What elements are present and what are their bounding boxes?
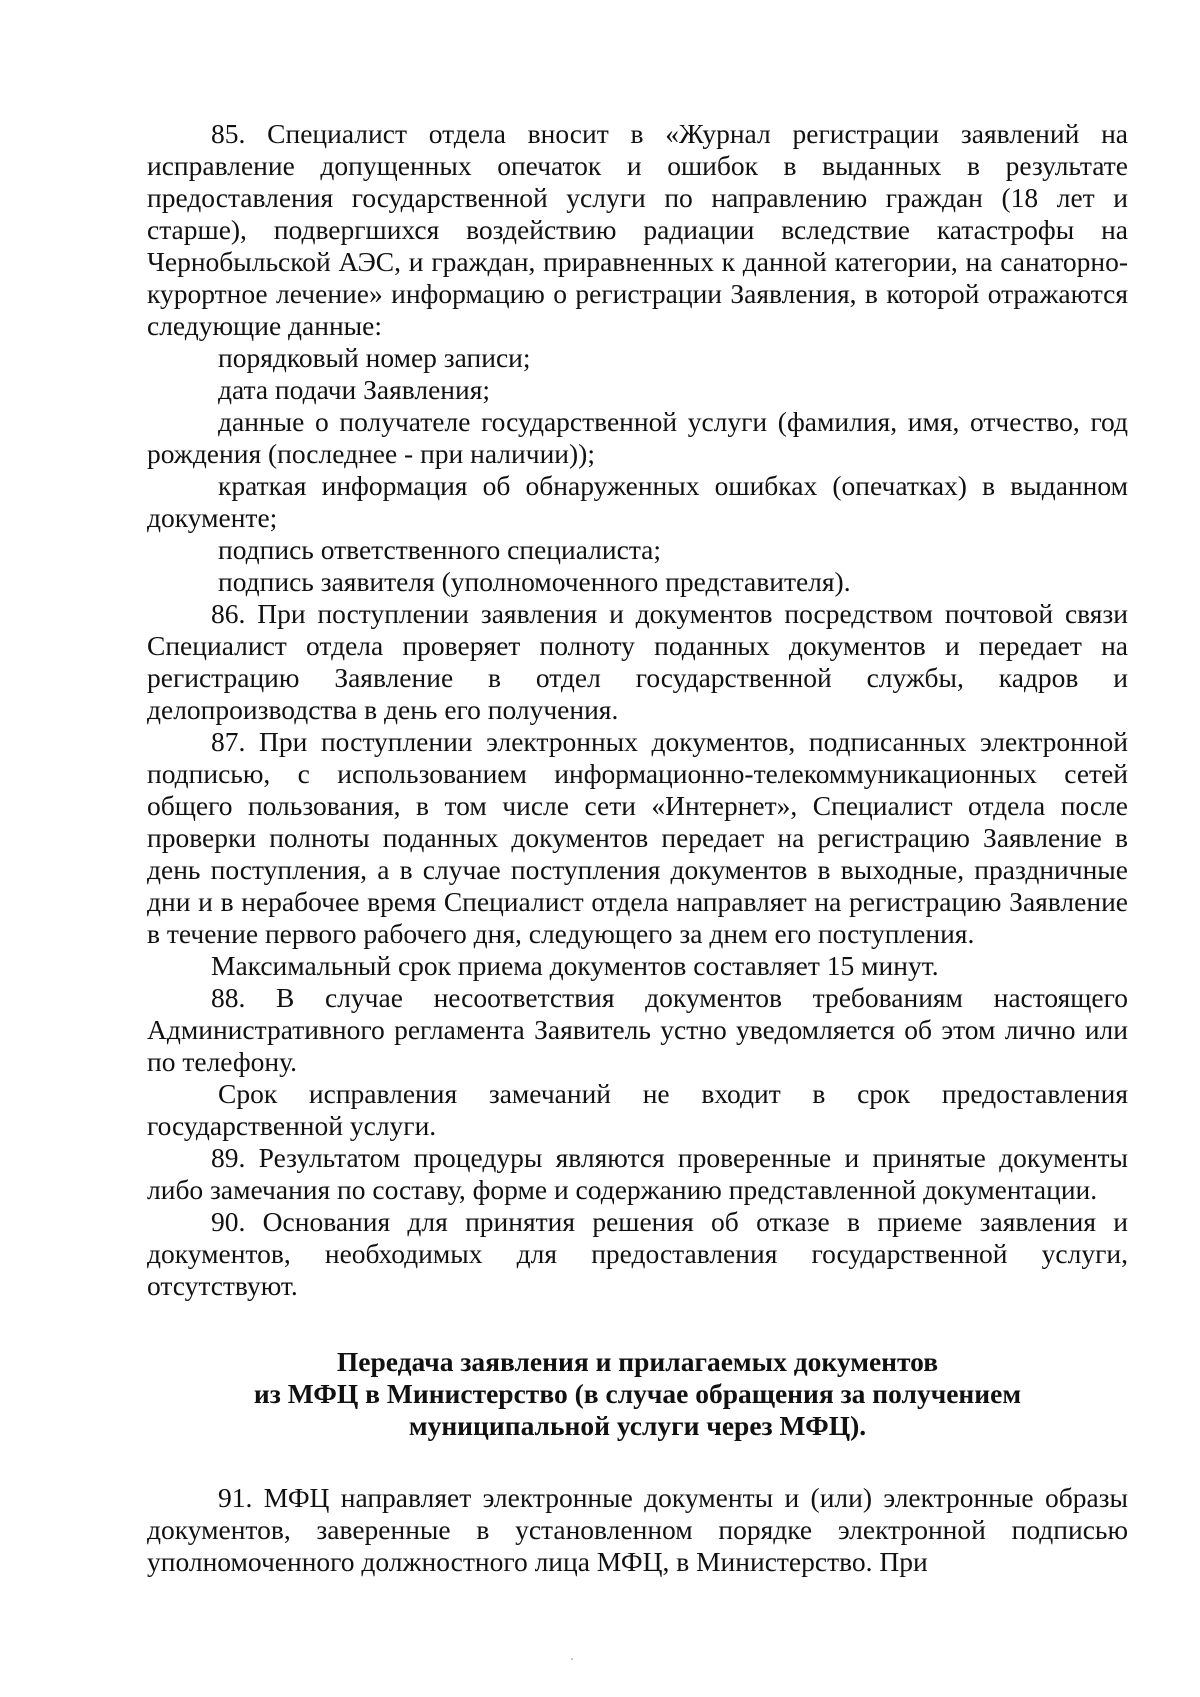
- list-item-recipient-data: данные о получателе государственной услуги (фамилия, имя, отчество, год рождения (последнее - при наличии));: [147, 406, 1128, 469]
- section-heading-line-2: из МФЦ в Министерство (в случае обращения за получением: [253, 1378, 1022, 1409]
- paragraph-87: 87. При поступлении электронных документов, подписанных электронной подписью, с использованием информационно-телекоммуникационных сетей общего пользования, в том числе сети «Интернет», Специалист отдела после проверки полноты поданных документов передает на регистрацию Заявление в день поступления, а в случае поступления документов в выходные, праздничные дни и в нерабочее время Специалист отдела направляет на регистрацию Заявление в течение первого рабочего дня, следующего за днем его поступления.: [147, 726, 1128, 949]
- scan-artifact: [571, 1658, 573, 1660]
- list-item-applicant-signature: подпись заявителя (уполномоченного представителя).: [218, 566, 851, 597]
- document-page: [147, 118, 1128, 1578]
- section-heading-line-3: муниципальной услуги через МФЦ).: [408, 1410, 867, 1441]
- list-item-specialist-signature: подпись ответственного специалиста;: [218, 534, 662, 565]
- list-item-error-info: краткая информация об обнаруженных ошибках (опечатках) в выданном документе;: [147, 470, 1128, 533]
- list-item-submission-date: дата подачи Заявления;: [218, 374, 491, 405]
- paragraph-89: 89. Результатом процедуры являются проверенные и принятые документы либо замечания по составу, форме и содержанию представленной документации.: [147, 1142, 1128, 1205]
- paragraph-91: 91. МФЦ направляет электронные документы и (или) электронные образы документов, заверенные в установленном порядке электронной подписью уполномоченного должностного лица МФЦ, в Министерство. При: [147, 1482, 1128, 1577]
- paragraph-88: 88. В случае несоответствия документов требованиям настоящего Административного регламента Заявитель устно уведомляется об этом лично или по телефону.: [147, 982, 1128, 1077]
- paragraph-86: 86. При поступлении заявления и документов посредством почтовой связи Специалист отдела проверяет полноту поданных документов и передает на регистрацию Заявление в отдел государственной службы, кадров и делопроизводства в день его получения.: [147, 598, 1128, 725]
- paragraph-correction-term: Срок исправления замечаний не входит в срок предоставления государственной услуги.: [147, 1078, 1128, 1141]
- paragraph-85: 85. Специалист отдела вносит в «Журнал регистрации заявлений на исправление допущенных опечаток и ошибок в выданных в результате предоставления государственной услуги по направлению граждан (18 лет и старше), подвергшихся воздействию радиации вследствие катастрофы на Чернобыльской АЭС, и граждан, приравненных к данной категории, на санаторно-курортное лечение» информацию о регистрации Заявления, в которой отражаются следующие данные:: [147, 118, 1128, 341]
- paragraph-max-time: Максимальный срок приема документов составляет 15 минут.: [211, 950, 939, 981]
- list-item-record-number: порядковый номер записи;: [218, 342, 531, 373]
- section-heading: [147, 1346, 1128, 1442]
- paragraph-90: 90. Основания для принятия решения об отказе в приеме заявления и документов, необходимых для предоставления государственной услуги, отсутствуют.: [147, 1206, 1128, 1301]
- section-heading-line-1: Передача заявления и прилагаемых документов: [336, 1346, 939, 1377]
